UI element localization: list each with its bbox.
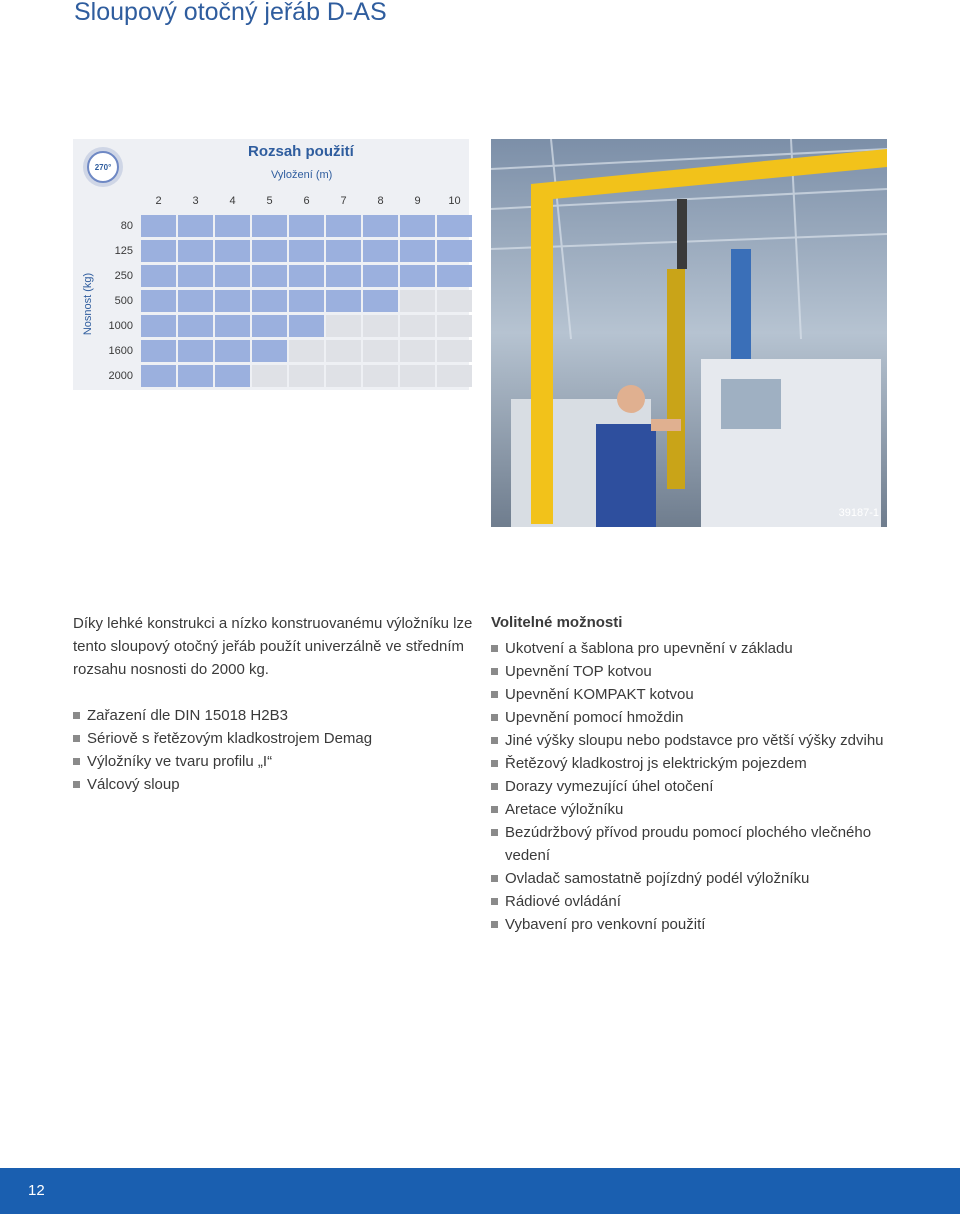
cell-unavailable: [326, 340, 361, 362]
crane-photo-illustration: [491, 139, 887, 527]
cell-available: [252, 315, 287, 337]
column-label: 3: [192, 195, 199, 207]
cell-available: [178, 215, 213, 237]
cell-available: [252, 290, 287, 312]
cell-available: [437, 240, 472, 262]
column-label: 6: [303, 195, 310, 207]
option-item: Aretace výložníku: [491, 798, 891, 821]
cell-unavailable: [289, 365, 324, 387]
cell-available: [289, 290, 324, 312]
cell-unavailable: [400, 340, 435, 362]
cell-available: [289, 240, 324, 262]
cell-available: [141, 215, 176, 237]
cell-available: [215, 315, 250, 337]
table-subtitle: Vyložení (m): [271, 169, 333, 181]
column-label: 9: [414, 195, 421, 207]
option-item: Upevnění TOP kotvou: [491, 660, 891, 683]
option-item: Jiné výšky sloupu nebo podstavce pro větší výšky zdvihu: [491, 729, 891, 752]
cell-available: [141, 265, 176, 287]
cell-available: [252, 265, 287, 287]
column-label: 7: [340, 195, 347, 207]
page-number: 12: [28, 1182, 45, 1199]
cell-unavailable: [400, 315, 435, 337]
table-title: Rozsah použití: [248, 143, 354, 160]
row-label: 1000: [108, 320, 133, 332]
cell-available: [141, 365, 176, 387]
cell-available: [141, 315, 176, 337]
cell-available: [141, 240, 176, 262]
cell-unavailable: [363, 315, 398, 337]
cell-available: [326, 290, 361, 312]
cell-unavailable: [326, 315, 361, 337]
option-item: Dorazy vymezující úhel otočení: [491, 775, 891, 798]
cell-unavailable: [400, 290, 435, 312]
intro-text: Díky lehké konstrukci a nízko konstruovanému výložníku lze tento sloupový otočný jeřáb použít univerzálně ve středním rozsahu nosnosti do 2000 kg.: [73, 615, 473, 678]
cell-unavailable: [400, 365, 435, 387]
option-item: Ovladač samostatně pojízdný podél výložníku: [491, 867, 891, 890]
cell-available: [252, 215, 287, 237]
column-label: 5: [266, 195, 273, 207]
cell-available: [437, 215, 472, 237]
cell-available: [400, 215, 435, 237]
option-item: Upevnění KOMPAKT kotvou: [491, 683, 891, 706]
cell-unavailable: [363, 340, 398, 362]
feature-item: Výložníky ve tvaru profilu „I“: [73, 750, 473, 773]
feature-item: Zařazení dle DIN 15018 H2B3: [73, 704, 473, 727]
cell-available: [326, 215, 361, 237]
option-item: Rádiové ovládání: [491, 890, 891, 913]
cell-available: [178, 365, 213, 387]
column-label: 4: [229, 195, 236, 207]
option-item: Bezúdržbový přívod proudu pomocí plochého vlečného vedení: [491, 821, 891, 867]
option-item: Řetězový kladkostroj js elektrickým pojezdem: [491, 752, 891, 775]
row-label: 125: [114, 245, 133, 257]
cell-available: [215, 365, 250, 387]
cell-unavailable: [252, 365, 287, 387]
cell-available: [363, 215, 398, 237]
cell-available: [437, 265, 472, 287]
y-axis-label: Nosnost (kg): [82, 272, 94, 336]
usage-range-table: [73, 139, 469, 390]
row-label: 2000: [108, 370, 133, 382]
cell-available: [363, 240, 398, 262]
cell-available: [326, 265, 361, 287]
cell-available: [252, 340, 287, 362]
cell-available: [141, 340, 176, 362]
cell-available: [400, 265, 435, 287]
feature-item: Sériově s řetězovým kladkostrojem Demag: [73, 727, 473, 750]
cell-available: [363, 265, 398, 287]
column-label: 2: [155, 195, 162, 207]
cell-unavailable: [363, 365, 398, 387]
cell-available: [141, 290, 176, 312]
cell-available: [178, 265, 213, 287]
row-label: 80: [120, 220, 133, 232]
rotation-angle-badge: 270°: [87, 151, 119, 183]
crane-photo: [491, 139, 887, 527]
cell-unavailable: [437, 340, 472, 362]
option-item: Ukotvení a šablona pro upevnění v základu: [491, 637, 891, 660]
rotation-angle-icon: [83, 147, 123, 187]
cell-available: [215, 240, 250, 262]
column-label: 8: [377, 195, 384, 207]
cell-available: [289, 315, 324, 337]
cell-available: [178, 315, 213, 337]
cell-unavailable: [326, 365, 361, 387]
page-title: Sloupový otočný jeřáb D-AS: [74, 0, 387, 26]
cell-unavailable: [437, 365, 472, 387]
column-label: 10: [448, 195, 461, 207]
cell-available: [215, 290, 250, 312]
option-item: Upevnění pomocí hmoždin: [491, 706, 891, 729]
cell-unavailable: [437, 315, 472, 337]
row-label: 500: [114, 295, 133, 307]
feature-list: [73, 704, 473, 796]
row-label: 1600: [108, 345, 133, 357]
cell-unavailable: [289, 340, 324, 362]
options-title: Volitelné možnosti: [491, 614, 623, 631]
cell-available: [363, 290, 398, 312]
cell-available: [178, 290, 213, 312]
cell-available: [289, 265, 324, 287]
cell-available: [178, 240, 213, 262]
cell-available: [178, 340, 213, 362]
option-item: Vybavení pro venkovní použití: [491, 913, 891, 936]
cell-available: [252, 240, 287, 262]
photo-code: 39187-1: [838, 507, 879, 519]
footer-bar: [0, 1168, 960, 1214]
cell-available: [289, 215, 324, 237]
cell-available: [215, 340, 250, 362]
cell-available: [326, 240, 361, 262]
cell-available: [215, 265, 250, 287]
cell-unavailable: [437, 290, 472, 312]
cell-available: [400, 240, 435, 262]
feature-item: Válcový sloup: [73, 773, 473, 796]
cell-available: [215, 215, 250, 237]
row-label: 250: [114, 270, 133, 282]
options-list: [491, 637, 891, 936]
